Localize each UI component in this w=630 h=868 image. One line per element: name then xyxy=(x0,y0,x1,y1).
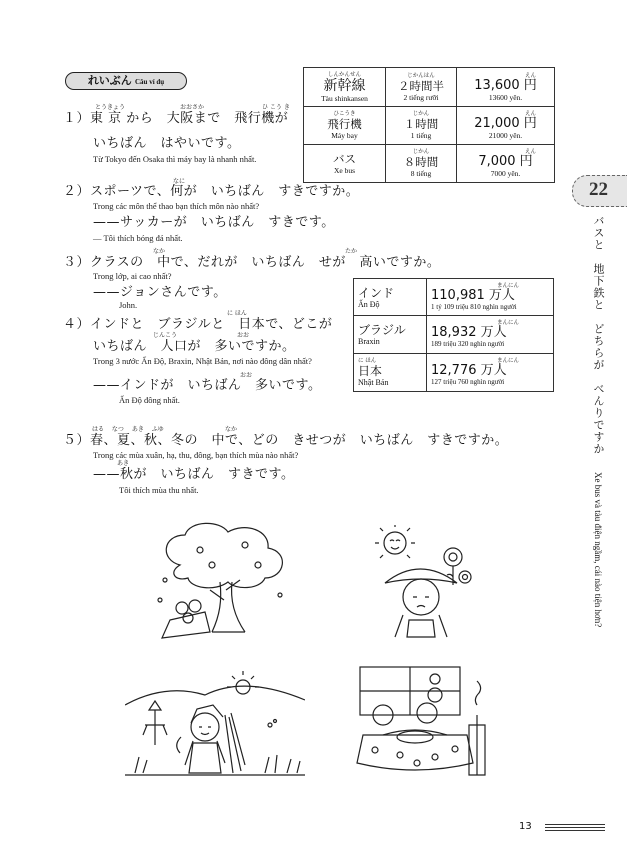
example-text: インドと ブラジルと 日本で、どこが xyxy=(90,317,333,332)
country-vi: Braxin xyxy=(358,337,380,346)
table-row xyxy=(354,354,554,392)
chapter-number: 22 xyxy=(589,179,608,200)
population-vi: 189 triệu 320 nghìn người xyxy=(431,340,505,348)
travel-time: １時間 xyxy=(403,117,439,131)
section-header xyxy=(65,72,187,90)
population: 110,981 万人 xyxy=(431,287,515,303)
section-title: れいぶん xyxy=(87,74,132,87)
example-translation: Trong 3 nước Ấn Độ, Braxin, Nhật Bản, nơi nào đông dân nhất? xyxy=(93,356,312,366)
example-text: いちばん はやいです。 xyxy=(93,136,241,151)
ruby: おお xyxy=(237,332,250,339)
ruby: まんにん xyxy=(496,282,519,289)
vehicle-name: 新幹線 xyxy=(323,77,366,94)
vehicle-name: 飛行機 xyxy=(327,117,362,131)
autumn-harvest-illustration xyxy=(125,665,305,785)
travel-time: ２時間半 xyxy=(398,78,444,93)
ruby: あき xyxy=(117,460,130,467)
example-translation: Trong các môn thể thao bạn thích môn nào nhất? xyxy=(93,201,260,211)
vehicle-vi: Tàu shinkansen xyxy=(321,93,368,103)
ruby: に ほん xyxy=(358,358,377,364)
ruby: はる なつ あき ふゆ xyxy=(92,426,164,433)
transport-table xyxy=(303,67,555,183)
price-vi: 13600 yên. xyxy=(488,92,523,102)
example-answer: ——サッカーが いちばん すきです。 xyxy=(93,215,335,230)
example-number: ２） xyxy=(63,184,91,199)
ruby: まんにん xyxy=(496,358,519,364)
travel-time-vi: 8 tiếng xyxy=(410,169,432,178)
example-answer: ——ジョンさんです。 xyxy=(93,285,227,300)
page-number: 13 xyxy=(519,821,532,832)
ruby: じかんはん xyxy=(407,72,435,79)
vehicle-name: バス xyxy=(333,152,356,166)
spring-picnic-illustration xyxy=(150,520,300,640)
example-translation: Trong các mùa xuân, hạ, thu, đông, bạn thích mùa nào nhất? xyxy=(93,450,299,460)
chapter-tab xyxy=(572,175,627,207)
price: 13,600 円 xyxy=(474,77,537,93)
population-vi: 127 triệu 760 nghìn người xyxy=(431,378,505,386)
example-answer: ——インドが いちばん 多いです。 xyxy=(93,378,322,393)
example-4 xyxy=(63,316,332,333)
winter-kotatsu-illustration xyxy=(355,665,495,785)
ruby: じんこう xyxy=(153,332,178,339)
example-text: スポーツで、何が いちばん すきですか。 xyxy=(90,184,360,199)
chapter-title-jp: バスと 地下鉄と どちらが べんりですか xyxy=(592,215,605,455)
example-text: 東 京 から 大阪まで 飛行機が xyxy=(90,111,289,126)
example-text: クラスの 中で、だれが いちばん せが 高いですか。 xyxy=(90,255,441,270)
example-number: ４） xyxy=(63,317,91,332)
example-text: いちばん 人口が 多いですか。 xyxy=(93,339,296,354)
price-vi: 21000 yên. xyxy=(488,131,523,140)
chapter-title-vi: Xe bus và tàu điện ngầm, cái nào tiện hơn? xyxy=(593,472,603,628)
example-text: 春、夏、秋、冬の 中で、どの きせつが いちばん すきですか。 xyxy=(90,433,509,448)
ruby: えん xyxy=(524,111,536,117)
population: 18,932 万人 xyxy=(431,325,507,340)
ruby: に ほん xyxy=(227,310,247,317)
ruby: おおさか xyxy=(180,104,205,111)
example-number: ５） xyxy=(63,433,91,448)
price-vi: 7000 yên. xyxy=(490,169,521,178)
example-translation: John. xyxy=(119,300,138,310)
ruby: ひ こう き xyxy=(262,104,290,111)
travel-time-vi: 1 tiếng xyxy=(410,131,432,140)
ruby: なか xyxy=(225,426,238,433)
example-3 xyxy=(63,254,440,271)
section-subtitle: Câu ví dụ xyxy=(135,78,165,86)
country-vi: Nhật Bản xyxy=(358,378,389,387)
example-number: ３） xyxy=(63,255,91,270)
example-translation: Trong lớp, ai cao nhất? xyxy=(93,271,172,281)
ruby: じかん xyxy=(412,149,430,155)
ruby: じかん xyxy=(412,111,430,117)
vehicle-vi: Máy bay xyxy=(331,131,358,140)
ruby: おお xyxy=(240,372,253,379)
population-vi: 1 tỷ 109 triệu 810 nghìn người xyxy=(431,302,517,311)
example-translation: Từ Tokyo đến Osaka thì máy bay là nhanh nhất. xyxy=(93,154,257,164)
divider xyxy=(545,830,605,831)
example-translation: — Tôi thích bóng đá nhất. xyxy=(93,233,183,243)
travel-time-vi: 2 tiếng rưỡi xyxy=(403,92,439,102)
price: 7,000 円 xyxy=(478,154,533,169)
chapter-title xyxy=(590,215,606,627)
ruby: しんかんせん xyxy=(327,71,361,78)
example-answer: ——秋が いちばん すきです。 xyxy=(93,467,295,482)
table-row xyxy=(304,68,555,107)
ruby: とうきょう xyxy=(95,104,126,111)
example-2 xyxy=(63,183,359,200)
ruby: なか xyxy=(153,248,166,255)
ruby: なに xyxy=(173,178,186,185)
divider xyxy=(545,827,605,828)
example-translation: Ấn Độ đông nhất. xyxy=(119,395,180,405)
population: 12,776 万人 xyxy=(431,363,507,378)
table-row xyxy=(354,316,554,354)
table-row xyxy=(304,107,555,145)
table-row xyxy=(304,145,555,183)
table-row xyxy=(354,279,554,316)
ruby: えん xyxy=(524,149,536,155)
vehicle-vi: Xe bus xyxy=(333,166,356,175)
travel-time: ８時間 xyxy=(403,155,439,169)
ruby: たか xyxy=(345,248,358,255)
summer-child-illustration xyxy=(365,525,475,640)
country-vi: Ấn Độ xyxy=(358,299,380,309)
example-1 xyxy=(63,110,288,127)
example-5 xyxy=(63,432,508,449)
example-number: １） xyxy=(63,111,91,126)
ruby: ひこうき xyxy=(333,111,356,117)
ruby: まんにん xyxy=(496,320,519,326)
price: 21,000 円 xyxy=(474,116,537,131)
example-translation: Tôi thích mùa thu nhất. xyxy=(119,485,199,495)
country-name: インド xyxy=(358,285,395,300)
country-name: ブラジル xyxy=(358,323,406,337)
ruby: えん xyxy=(524,72,536,79)
divider xyxy=(545,824,605,825)
country-name: 日本 xyxy=(358,364,383,378)
population-table xyxy=(353,278,554,392)
